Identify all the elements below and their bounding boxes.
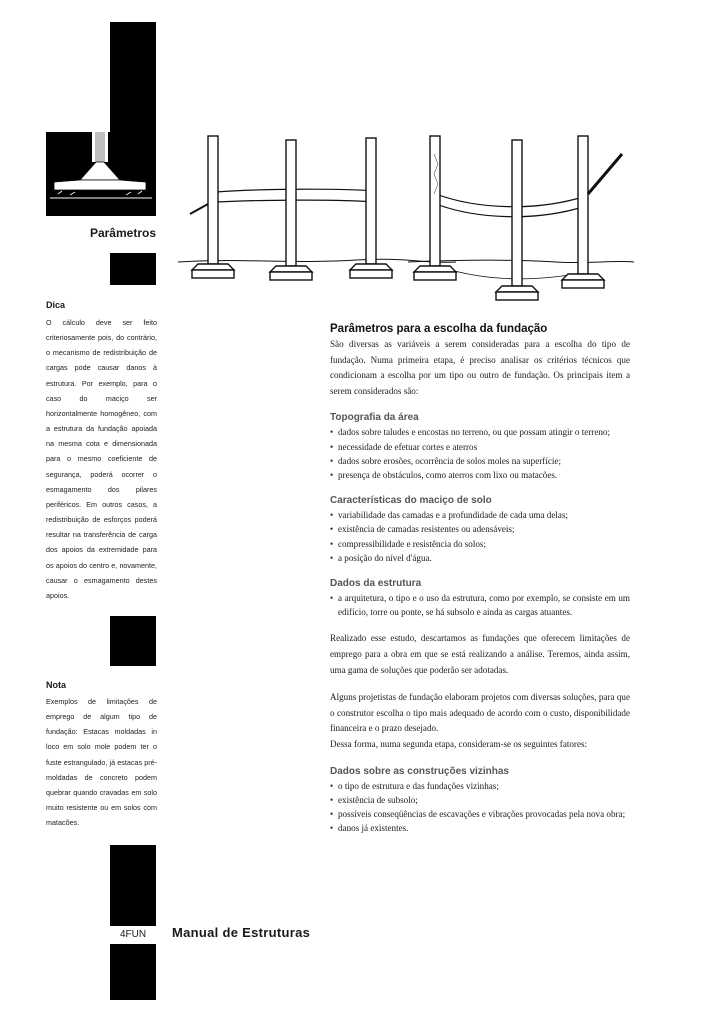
list-item: • existência de camadas resistentes ou adensáveis; (330, 522, 630, 536)
list-item: • danos já existentes. (330, 821, 630, 835)
list-item: • variabilidade das camadas e a profundidade de cada uma delas; (330, 508, 630, 522)
main-content (330, 323, 630, 835)
main-title: Parâmetros para a escolha da fundação (330, 323, 548, 335)
list-item: • existência de subsolo; (330, 793, 630, 807)
section-heading-topografia: Topografia da área (330, 412, 419, 424)
sidebar-black-block-2 (110, 253, 156, 285)
estrutura-list (330, 591, 630, 619)
sidebar-black-block-3 (110, 616, 156, 666)
nota-heading: Nota (46, 680, 66, 690)
paragraph-3: Dessa forma, numa segunda etapa, consideram-se os seguintes fatores: (330, 738, 588, 749)
list-item: • a arquitetura, o tipo e o uso da estrutura, como por exemplo, se consiste em um edifício, torre ou ponte, se há subsolo e ainda as cargas atuantes. (330, 591, 630, 619)
intro-paragraph: São diversas as variáveis a serem consideradas para a escolha do tipo de fundação. Numa primeira etapa, é preciso analisar os critérios técnicos que condicionam a escolha por um tipo ou outro de fundação. Os principais item a serem considerados são: (330, 339, 630, 396)
dica-heading: Dica (46, 300, 66, 310)
dica-text: O cálculo deve ser feito criteriosamente pois, do contrário, o mecanismo de redistribuição de cargas pode causar danos à estrutura. Por exemplo, para o caso do maciço ser horizontalmente homogêneo, com a estrutura da fundação apoiada na mesma cota e dimensionada para o mesmo coeficiente de segurança, poderá ocorrer o esmagamento dos pilares periféricos. Em outros casos, a redistribuição de esforços poderá resultar na transferência de carga dos apoios da extremidade para os apoios do centro e, novamente, causar o esmagamento destes apoios. (46, 318, 157, 600)
list-item: • dados sobre taludes e encostas no terreno, ou que possam atingir o terreno; (330, 425, 630, 439)
paragraph-1: Realizado esse estudo, descartamos as fundações que oferecem limitações de emprego para a obra em que se está realizando a análise. Teremos, ainda assim, uma gama de soluções que poderão ser adotadas. (330, 633, 630, 675)
section-heading-macico: Características do maciço de solo (330, 495, 492, 507)
sidebar-black-block-top (110, 22, 156, 132)
list-item: • dados sobre erosões, ocorrência de solos moles na superfície; (330, 454, 630, 468)
list-item: • a posição do nível d'água. (330, 551, 630, 565)
list-item: • presença de obstáculos, como aterros com lixo ou matacões. (330, 468, 630, 482)
sidebar-black-block-bottom (110, 845, 156, 1000)
page-number-label: 4FUN (110, 926, 156, 944)
paragraph-2: Alguns projetistas de fundação elaboram projetos com diversas soluções, para que o construtor escolha o tipo mais adequado de acordo com o custo, disponibilidade financeira e o prazo desejado. (330, 692, 630, 734)
list-item: • necessidade de efetuar cortes e aterros (330, 440, 630, 454)
nota-text: Exemplos de limitações de emprego de algum tipo de fundação: Estacas moldadas in loco em solo mole podem ter o fuste estrangulado, já estacas pré-moldadas de concreto podem quebrar quando cravadas em solo muito resistente ou em solos com matacões. (46, 697, 157, 828)
macico-list (330, 508, 630, 565)
sidebar-header-illustration (46, 132, 156, 216)
list-item: • compressibilidade e resistência do solos; (330, 537, 630, 551)
list-item: • o tipo de estrutura e das fundações vizinhas; (330, 779, 630, 793)
section-heading-vizinhas: Dados sobre as construções vizinhas (330, 765, 509, 777)
foundation-columns-illustration (176, 134, 636, 314)
vizinhas-list (330, 779, 630, 836)
topografia-list (330, 425, 630, 482)
list-item: • possíveis conseqüências de escavações e vibrações provocadas pela nova obra; (330, 807, 630, 821)
section-heading-estrutura: Dados da estrutura (330, 578, 422, 589)
footer-title: Manual de Estruturas (172, 925, 311, 940)
footing-illustration (46, 132, 156, 216)
sidebar-section-title: Parâmetros (89, 226, 156, 240)
